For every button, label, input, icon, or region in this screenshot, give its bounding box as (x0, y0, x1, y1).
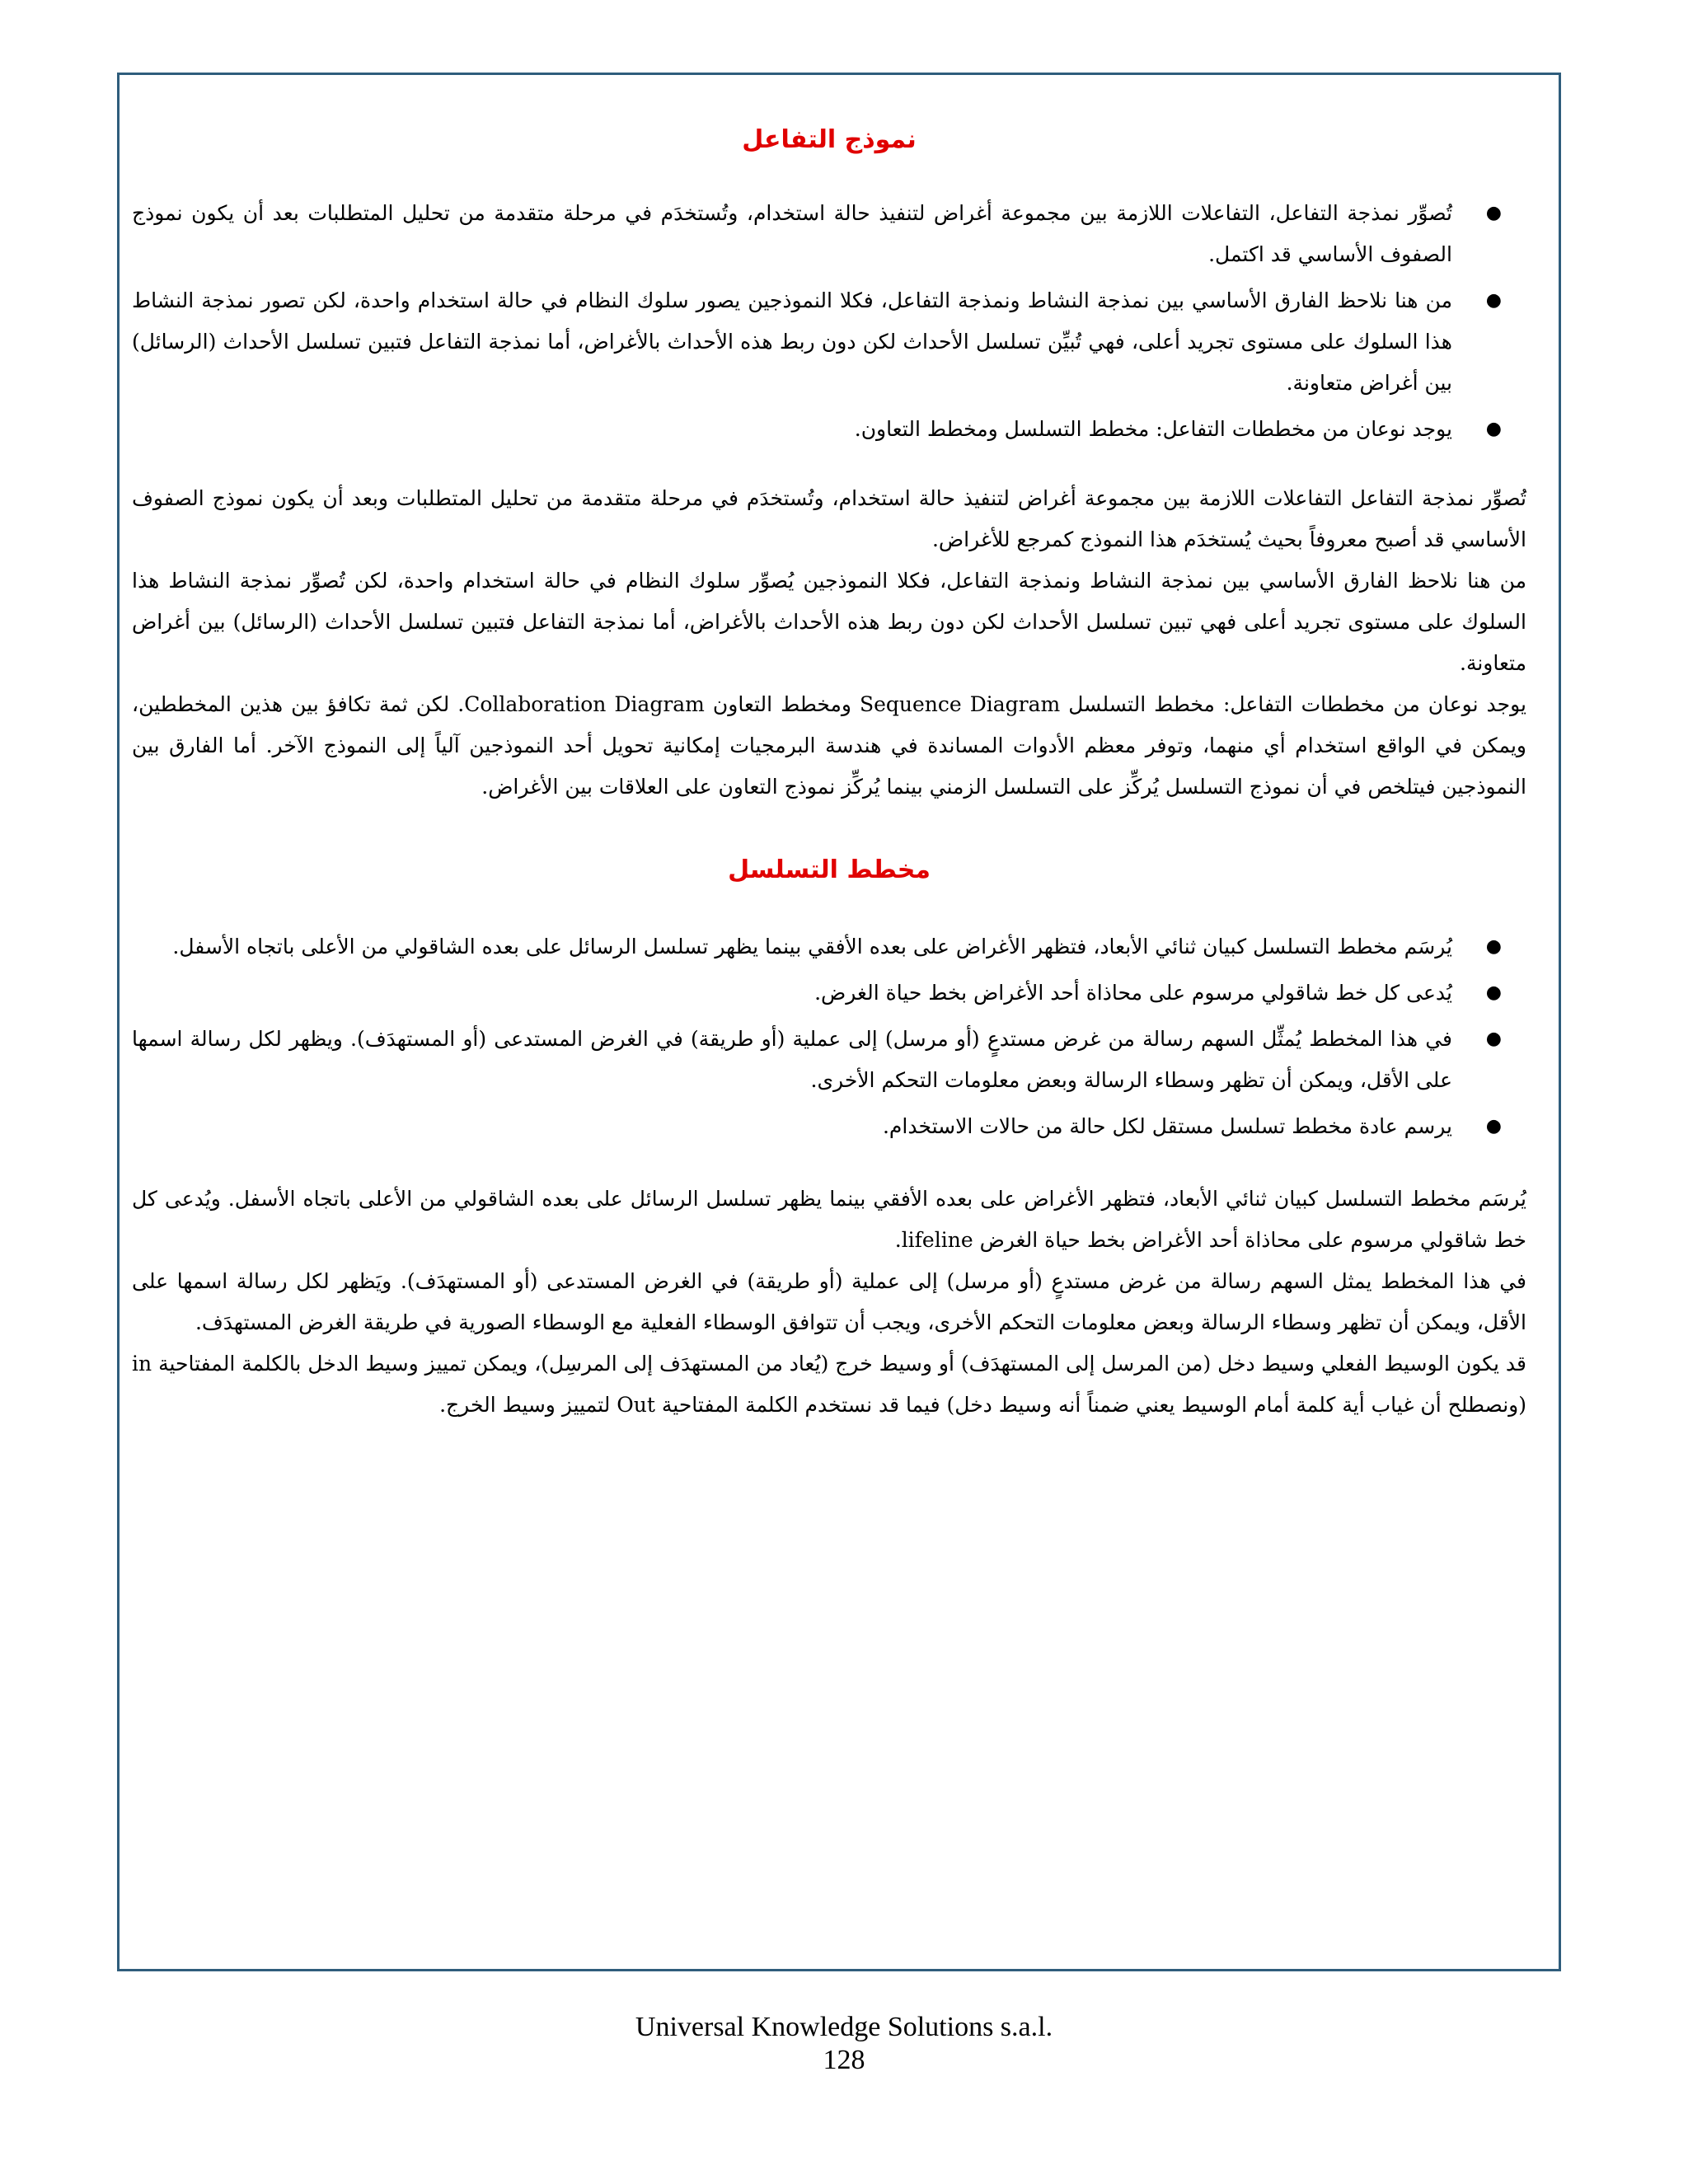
paragraph: قد يكون الوسيط الفعلي وسيط دخل (من المرسل إلى المستهدَف) أو وسيط خرج (يُعاد من المستهدَف إلى المرسِل)، ويمكن تمييز وسيط الدخل بالكلمة المفتاحية in (ونصطلح أن غياب أية كلمة أمام الوسيط يعني ضمناً أنه وسيط دخل) فيما قد نستخدم الكلمة المفتاحية Out لتمييز وسيط الخرج. (132, 1352, 1526, 1417)
paragraph: تُصوِّر نمذجة التفاعل التفاعلات اللازمة بين مجموعة أغراض لتنفيذ حالة استخدام، وتُستخدَم في مرحلة متقدمة من تحليل المتطلبات وبعد أن يكون نموذج الصفوف الأساسي قد أصبح معروفاً بحيث يُستخدَم هذا النموذج كمرجع للأغراض. (132, 486, 1526, 551)
section-title-interaction-model: نموذج التفاعل (742, 125, 917, 154)
bullet-icon: ● (1485, 203, 1502, 223)
bullet-icon: ● (1485, 1029, 1502, 1049)
section2-bullet-list (132, 926, 1526, 1147)
list-item: ● تُصوِّر نمذجة التفاعل، التفاعلات اللازمة بين مجموعة أغراض لتنفيذ حالة استخدام، وتُستخدَم في مرحلة متقدمة من تحليل المتطلبات بعد أن يكون نموذج الصفوف الأساسي قد اكتمل. (132, 193, 1452, 275)
list-item: ● من هنا نلاحظ الفارق الأساسي بين نمذجة النشاط ونمذجة التفاعل، فكلا النموذجين يصور سلوك النظام في حالة استخدام واحدة، لكن تصور نمذجة النشاط هذا السلوك على مستوى تجريد أعلى، فهي تُبيِّن تسلسل الأحداث لكن دون ربط هذه الأحداث بالأغراض، أما نمذجة التفاعل فتبين تسلسل الأحداث (الرسائل) بين أغراض متعاونة. (132, 280, 1452, 404)
bullet-icon: ● (1485, 290, 1502, 311)
list-item: ● يرسم عادة مخطط تسلسل مستقل لكل حالة من حالات الاستخدام. (132, 1106, 1452, 1147)
list-item: ● يُدعى كل خط شاقولي مرسوم على محاذاة أحد الأغراض بخط حياة الغرض. (132, 972, 1452, 1014)
bullet-icon: ● (1485, 936, 1502, 957)
list-item: ● في هذا المخطط يُمثِّل السهم رسالة من غرض مستدعٍ (أو مرسل) إلى عملية (أو طريقة) في الغرض المستدعى (أو المستهدَف). ويظهر لكل رسالة اسمها على الأقل، ويمكن أن تظهر وسطاء الرسالة وبعض معلومات التحكم الأخرى. (132, 1019, 1452, 1101)
paragraph: يُرسَم مخطط التسلسل كبيان ثنائي الأبعاد، فتظهر الأغراض على بعده الأفقي بينما يظهر تسلسل الرسائل على بعده الشاقولي من الأعلى باتجاه الأسفل. ويُدعى كل خط شاقولي مرسوم على محاذاة أحد الأغراض بخط حياة الغرض lifeline. (132, 1187, 1526, 1252)
section1-bullet-list (132, 193, 1526, 450)
section-title-sequence-diagram: مخطط التسلسل (728, 855, 931, 884)
bullet-icon: ● (1485, 982, 1502, 1003)
paragraph: من هنا نلاحظ الفارق الأساسي بين نمذجة النشاط ونمذجة التفاعل، فكلا النموذجين يُصوِّر سلوك النظام في حالة استخدام واحدة، لكن تُصوِّر نمذجة النشاط هذا السلوك على مستوى تجريد أعلى فهي تبين تسلسل الأحداث لكن دون ربط هذه الأحداث بالأغراض، أما نمذجة التفاعل فتبين تسلسل الأحداث (الرسائل) بين أغراض متعاونة. (132, 569, 1526, 675)
list-item: ● يُرسَم مخطط التسلسل كبيان ثنائي الأبعاد، فتظهر الأغراض على بعده الأفقي بينما يظهر تسلسل الرسائل على بعده الشاقولي من الأعلى باتجاه الأسفل. (132, 926, 1452, 968)
bullet-icon: ● (1485, 419, 1502, 439)
section2-body (132, 1179, 1526, 1426)
footer-company: Universal Knowledge Solutions s.a.l. (635, 2012, 1053, 2042)
section1-body (132, 478, 1526, 808)
page-number: 128 (823, 2045, 865, 2075)
list-item: ● يوجد نوعان من مخططات التفاعل: مخطط التسلسل ومخطط التعاون. (132, 409, 1452, 450)
paragraph: يوجد نوعان من مخططات التفاعل: مخطط التسلسل Sequence Diagram ومخطط التعاون Collaboration Diagram. لكن ثمة تكافؤ بين هذين المخططين، ويمكن في الواقع استخدام أي منهما، وتوفر معظم الأدوات المساندة في هندسة البرمجيات إمكانية تحويل أحد النموذجين آلياً إلى النموذج الآخر. أما الفارق بين النموذجين فيتلخص في أن نموذج التسلسل يُركِّز على التسلسل الزمني بينما يُركِّز نموذج التعاون على العلاقات بين الأغراض. (132, 692, 1526, 799)
page-content (132, 73, 1526, 1426)
paragraph: في هذا المخطط يمثل السهم رسالة من غرض مستدعٍ (أو مرسل) إلى عملية (أو طريقة) في الغرض المستدعى (أو المستهدَف). ويَظهر لكل رسالة اسمها على الأقل، ويمكن أن تظهر وسطاء الرسالة وبعض معلومات التحكم الأخرى، ويجب أن تتوافق الوسطاء الفعلية مع الوسطاء الصورية في طريقة الغرض المستهدَف. (132, 1269, 1527, 1334)
bullet-icon: ● (1485, 1116, 1502, 1137)
